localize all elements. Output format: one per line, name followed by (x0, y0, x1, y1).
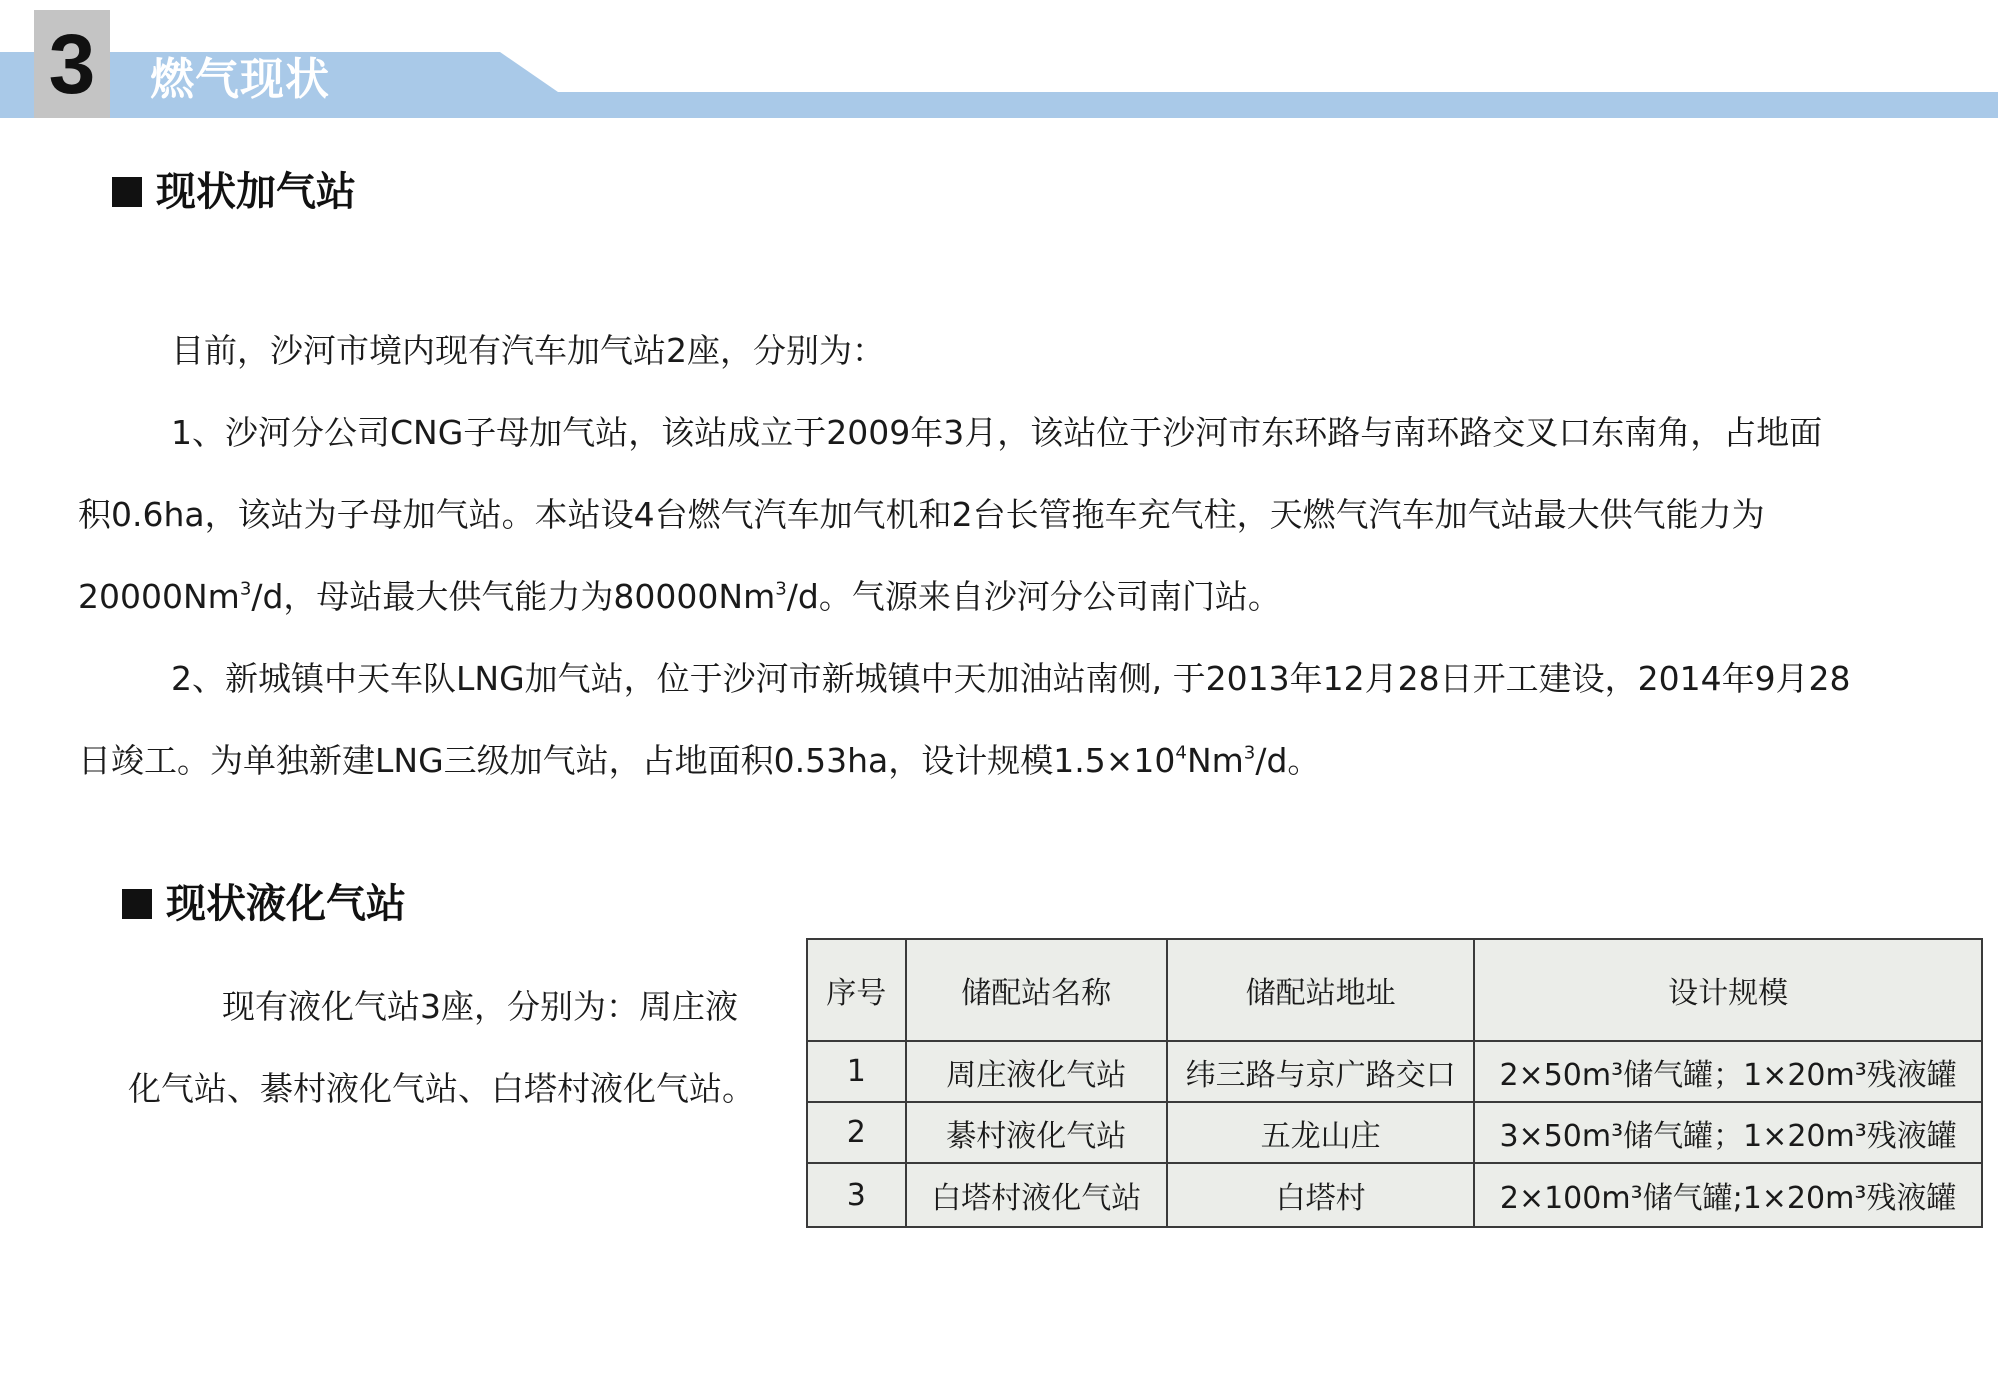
lpg-intro-line2: 化气站、綦村液化气站、白塔村液化气站。 (128, 1069, 755, 1108)
heading-lpg-label: 现状液化气站 (166, 881, 406, 927)
cng-item1-line3-b: /d，母站最大供气能力为80000Nm (251, 577, 776, 616)
cng-item2-line2-c: /d。 (1255, 741, 1321, 780)
cng-item2-line2-sup-a: 4 (1175, 742, 1187, 764)
cng-item1-line1: 1、沙河分公司CNG子母加气站，该站成立于2009年3月，该站位于沙河市东环路与南环路交叉口东南角，占地面 (171, 413, 1823, 452)
lpg-station-table (806, 938, 1983, 1228)
cell-address: 五龙山庄 (1167, 1102, 1474, 1163)
heading-cng-stations (112, 166, 356, 218)
square-bullet-icon (122, 889, 152, 919)
section-header (0, 0, 1998, 120)
table-row (807, 1163, 1982, 1227)
lpg-station-table-wrap (806, 938, 1983, 1228)
cng-item1-line3 (78, 556, 1281, 638)
table-header-row (807, 939, 1982, 1041)
lpg-intro (128, 966, 808, 1130)
cng-item1-line3-c: /d。气源来自沙河分公司南门站。 (786, 577, 1281, 616)
cng-intro: 目前，沙河市境内现有汽车加气站2座，分别为： (171, 331, 885, 370)
header-cell-address: 储配站地址 (1167, 939, 1474, 1041)
cng-item2-line2-b: Nm (1186, 741, 1244, 780)
cell-address: 纬三路与京广路交口 (1167, 1041, 1474, 1102)
heading-lpg-stations (122, 878, 406, 930)
section-number: 3 (34, 10, 110, 118)
cell-index: 2 (807, 1102, 906, 1163)
cell-scale: 2×100m³储气罐;1×20m³残液罐 (1474, 1163, 1982, 1227)
cell-scale: 2×50m³储气罐；1×20m³残液罐 (1474, 1041, 1982, 1102)
cng-item1-line2: 积0.6ha，该站为子母加气站。本站设4台燃气汽车加气机和2台长管拖车充气柱，天燃气汽车加气站最大供气能力为 (78, 495, 1765, 534)
cng-item1-line3-a: 20000Nm (78, 577, 240, 616)
table-row (807, 1102, 1982, 1163)
cell-index: 3 (807, 1163, 906, 1227)
cng-item2-line2-a: 日竣工。为单独新建LNG三级加气站，占地面积0.53ha，设计规模1.5×10 (78, 741, 1176, 780)
cell-name: 綦村液化气站 (906, 1102, 1167, 1163)
header-cell-scale: 设计规模 (1474, 939, 1982, 1041)
cng-item1-line3-sup-b: 3 (775, 578, 787, 600)
cng-item2-line2-sup-b: 3 (1243, 742, 1256, 764)
cell-name: 周庄液化气站 (906, 1041, 1167, 1102)
header-cell-name: 储配站名称 (906, 939, 1167, 1041)
cell-scale: 3×50m³储气罐；1×20m³残液罐 (1474, 1102, 1982, 1163)
table-row (807, 1041, 1982, 1102)
cell-index: 1 (807, 1041, 906, 1102)
square-bullet-icon (112, 177, 142, 207)
header-cell-index: 序号 (807, 939, 906, 1041)
heading-cng-label: 现状加气站 (156, 169, 356, 215)
cell-name: 白塔村液化气站 (906, 1163, 1167, 1227)
cng-item2-line2 (78, 720, 1320, 802)
cell-address: 白塔村 (1167, 1163, 1474, 1227)
lpg-intro-line1: 现有液化气站3座，分别为：周庄液 (222, 987, 738, 1026)
cng-item2-line1: 2、新城镇中天车队LNG加气站，位于沙河市新城镇中天加油站南侧, 于2013年12月28日开工建设，2014年9月28 (171, 659, 1851, 698)
cng-item1-line3-sup-a: 3 (239, 578, 252, 600)
section-title: 燃气现状 (150, 54, 330, 105)
